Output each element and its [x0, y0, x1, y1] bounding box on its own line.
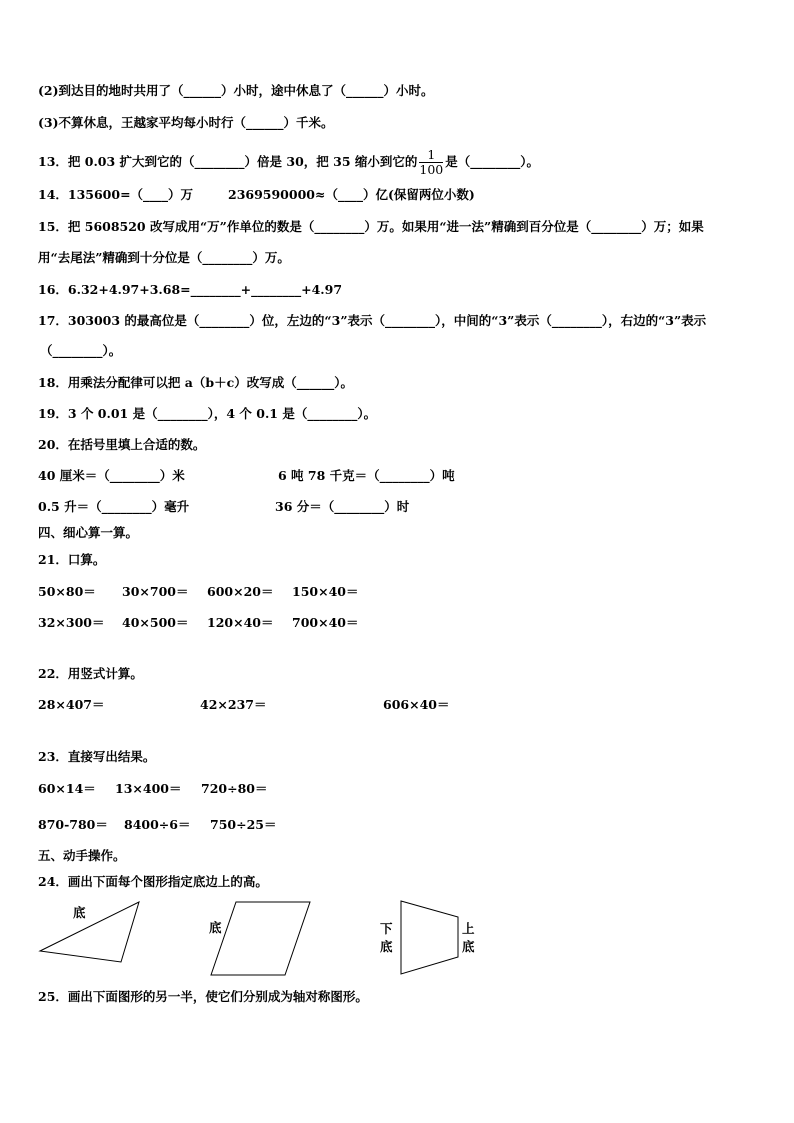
q21-r1-c2: 30×700＝ [122, 584, 189, 599]
question-17-line2: （________）。 [40, 343, 122, 358]
question-23: 23．直接写出结果。 [38, 749, 156, 764]
trapezoid-upper-base-label-1: 上 [462, 921, 475, 936]
trapezoid-upper-base-label-2: 底 [462, 939, 475, 954]
question-15-line1: 15．把 5608520 改写成用“万”作单位的数是（________）万。如果用“进一法”精确到百分位是（________）万；如果 [38, 219, 704, 234]
q13-text-b: 是（________）。 [445, 154, 540, 169]
q20-row2-b: 36 分＝（________）时 [275, 499, 410, 514]
fraction-denominator: 100 [419, 162, 444, 177]
q23-r1-c2: 13×400＝ [115, 781, 182, 796]
q2-part3: (3)不算休息，王越家平均每小时行（______）千米。 [38, 115, 334, 130]
q23-r2-c3: 750÷25＝ [210, 817, 277, 832]
section-4-heading: 四、细心算一算。 [38, 525, 139, 540]
triangle-shape [40, 902, 139, 962]
q22-c3: 606×40＝ [383, 697, 450, 712]
section-5-heading: 五、动手操作。 [38, 848, 126, 863]
q23-r2-c1: 870-780＝ [38, 817, 108, 832]
question-14a: 14．135600=（____）万 [38, 187, 194, 202]
question-17-line1: 17．303003 的最高位是（________）位，左边的“3”表示（________），中间的“3”表示（________），右边的“3”表示 [38, 313, 707, 328]
q21-r1-c4: 150×40＝ [292, 584, 359, 599]
q20-row2-a: 0.5 升＝（________）毫升 [38, 499, 190, 514]
question-21: 21．口算。 [38, 552, 106, 567]
trapezoid-lower-base-label-1: 下 [380, 921, 393, 936]
q22-c1: 28×407＝ [38, 697, 105, 712]
q23-r1-c3: 720÷80＝ [201, 781, 268, 796]
trapezoid-lower-base-label-2: 底 [380, 939, 393, 954]
question-22: 22．用竖式计算。 [38, 666, 143, 681]
q20-row1-a: 40 厘米＝（________）米 [38, 468, 185, 483]
q2-part2: (2)到达目的地时共用了（______）小时，途中休息了（______）小时。 [38, 83, 434, 98]
question-14b: 2369590000≈（____）亿(保留两位小数) [228, 187, 475, 202]
q21-r2-c2: 40×500＝ [122, 615, 189, 630]
parallelogram-base-label: 底 [209, 920, 222, 935]
q21-r2-c3: 120×40＝ [207, 615, 274, 630]
question-18: 18．用乘法分配律可以把 a（b＋c）改写成（______）。 [38, 375, 353, 390]
question-16: 16．6.32+4.97+3.68=________+________+4.97 [38, 282, 343, 297]
question-15-line2: 用“去尾法”精确到十分位是（________）万。 [38, 250, 290, 265]
q20-row1-b: 6 吨 78 千克＝（________）吨 [278, 468, 455, 483]
fraction-numerator: 1 [419, 148, 443, 163]
triangle-base-label: 底 [73, 905, 86, 920]
question-24: 24．画出下面每个图形指定底边上的高。 [38, 874, 268, 889]
q21-r1-c1: 50×80＝ [38, 584, 96, 599]
question-19: 19．3 个 0.01 是（________），4 个 0.1 是（________）。 [38, 406, 377, 421]
q22-c2: 42×237＝ [200, 697, 267, 712]
trapezoid-shape [401, 901, 458, 974]
q23-r1-c1: 60×14＝ [38, 781, 96, 796]
q23-r2-c2: 8400÷6＝ [124, 817, 191, 832]
q21-r1-c3: 600×20＝ [207, 584, 274, 599]
parallelogram-shape [211, 902, 310, 975]
question-20: 20．在括号里填上合适的数。 [38, 437, 206, 452]
q21-r2-c1: 32×300＝ [38, 615, 105, 630]
question-25: 25．画出下面图形的另一半，使它们分别成为轴对称图形。 [38, 989, 368, 1004]
q13-text-a: 13．把 0.03 扩大到它的（________）倍是 30，把 35 缩小到它的 [38, 154, 418, 169]
q21-r2-c4: 700×40＝ [292, 615, 359, 630]
